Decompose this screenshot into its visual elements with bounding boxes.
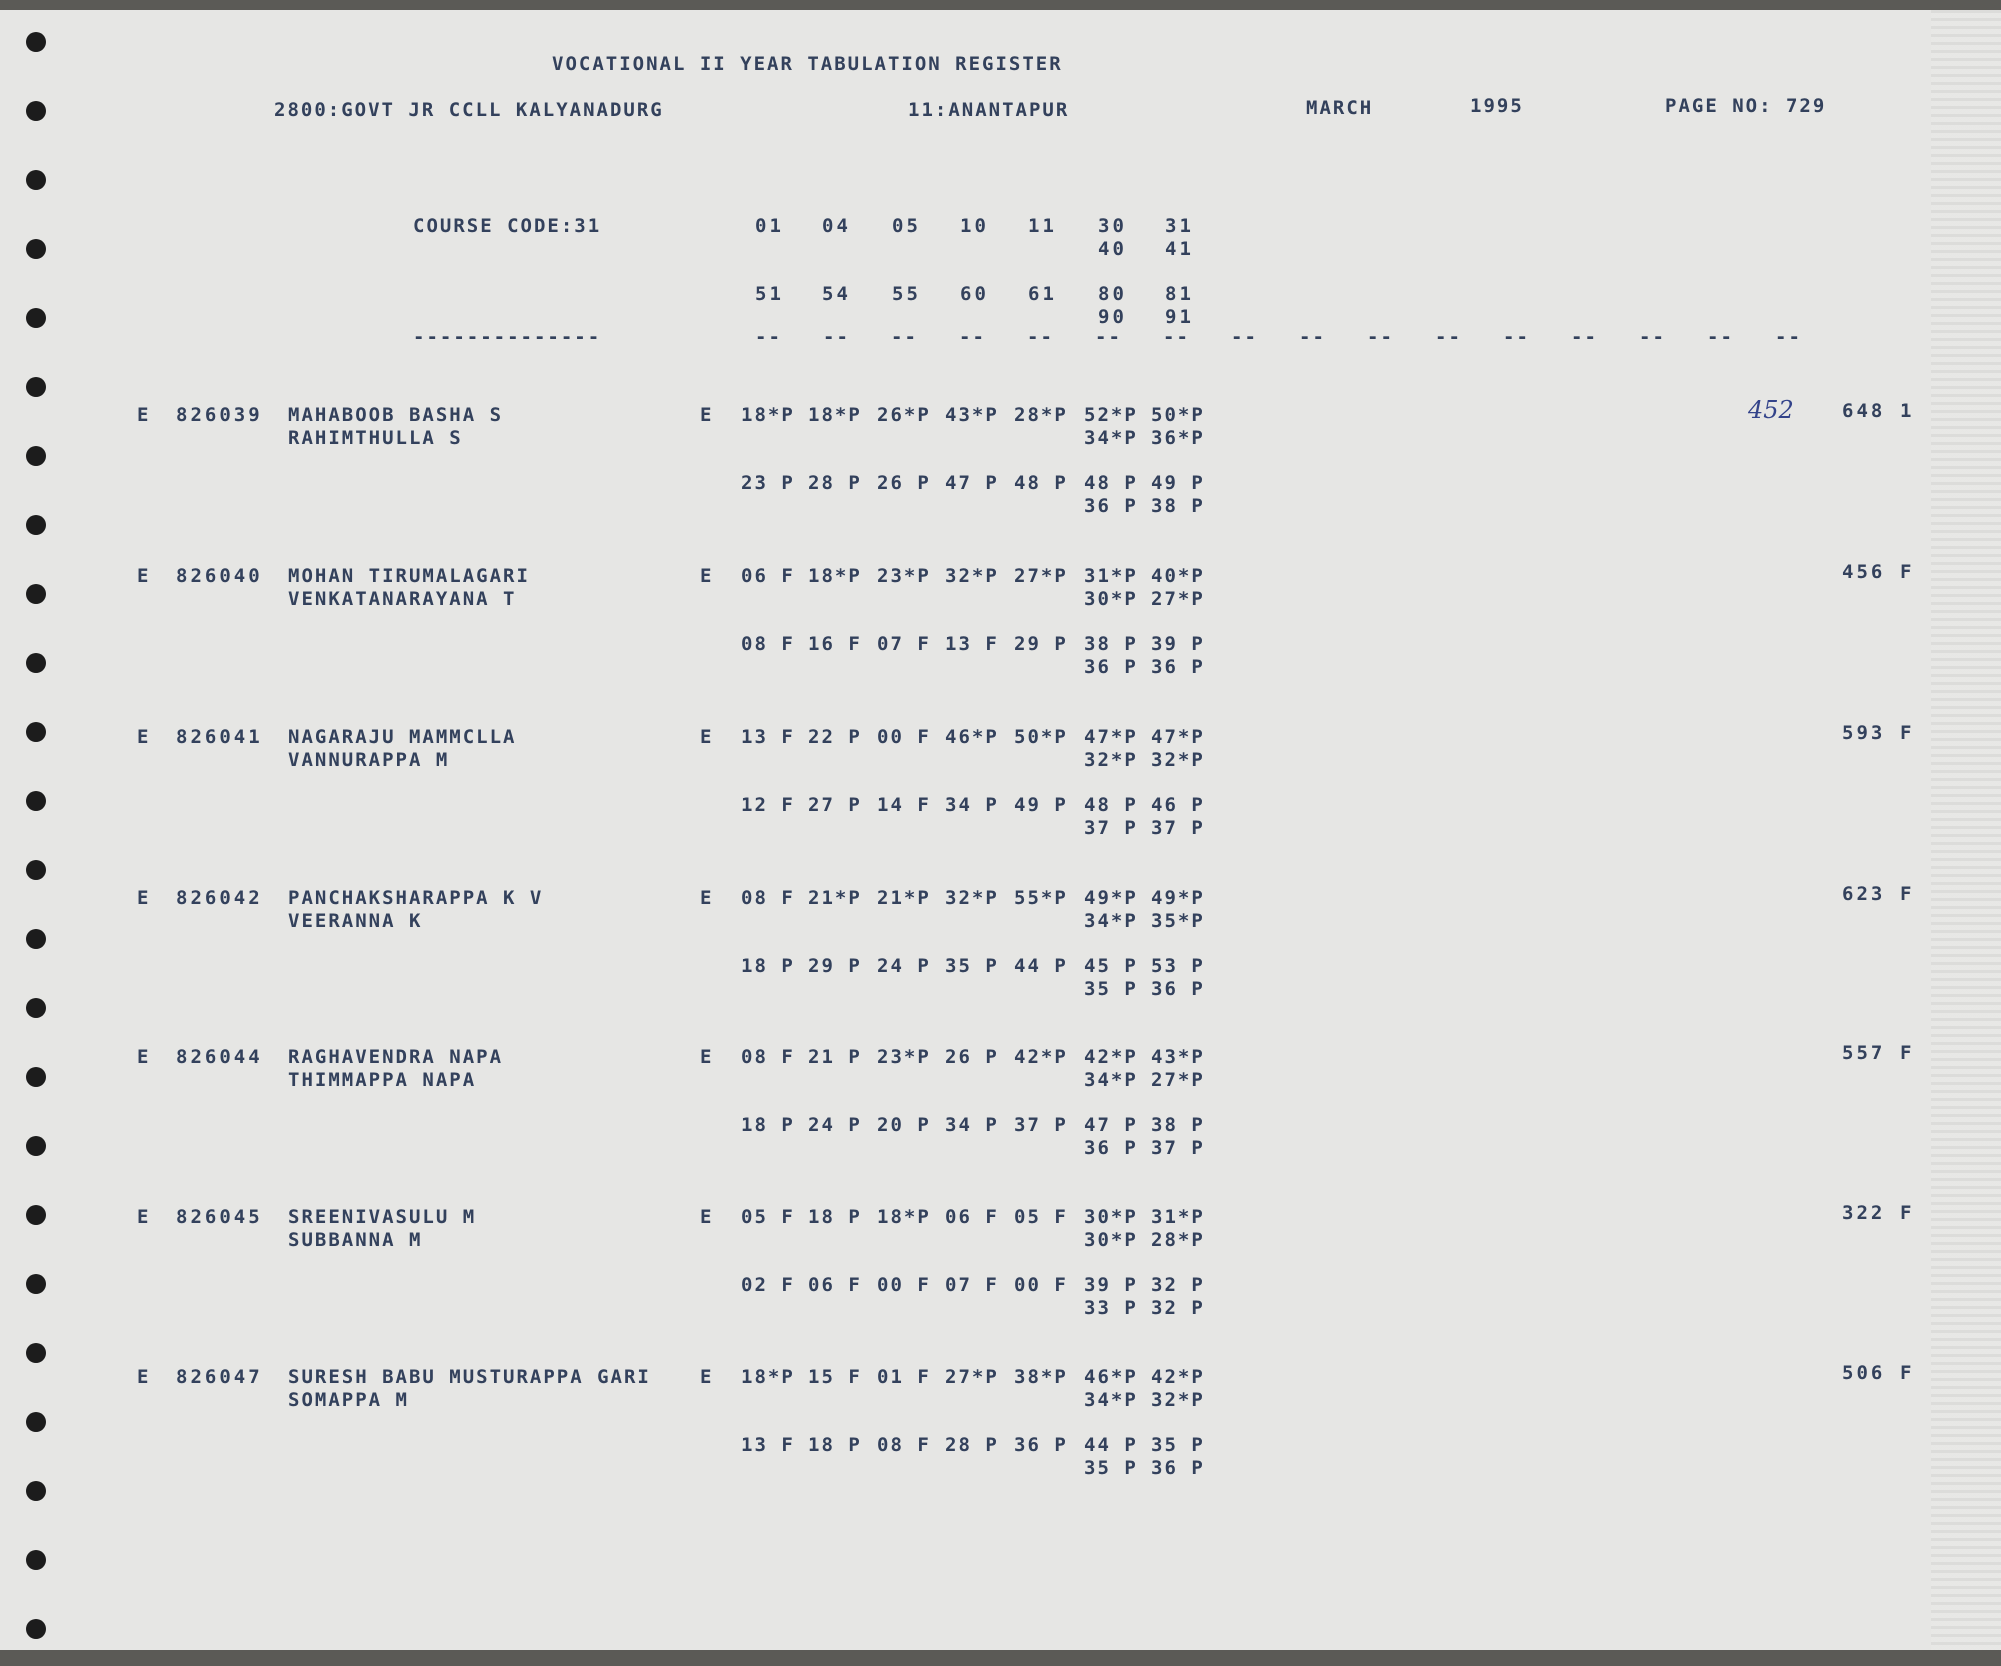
student-name: MOHAN TIRUMALAGARI	[288, 565, 530, 587]
mark-cell: 48 P	[1014, 472, 1068, 494]
mark-cell: 30*P	[1084, 1229, 1138, 1251]
feed-hole	[26, 1550, 46, 1570]
mark-cell: 02 F	[741, 1274, 795, 1296]
mark-cell: 35 P	[945, 955, 999, 977]
mark-cell: 13 F	[741, 726, 795, 748]
mark-cell: 32*P	[945, 887, 999, 909]
mark-cell: 47*P	[1151, 726, 1205, 748]
mark-cell: 21*P	[808, 887, 862, 909]
medium-code: E	[137, 1046, 151, 1068]
course-code-underline: --------------	[413, 326, 602, 348]
feed-hole	[26, 998, 46, 1018]
group-code: E	[700, 1366, 714, 1388]
feed-hole	[26, 170, 46, 190]
mark-cell: 37 P	[1151, 817, 1205, 839]
mark-cell: 45 P	[1084, 955, 1138, 977]
total-marks: 648	[1842, 400, 1886, 422]
feed-hole	[26, 101, 46, 121]
group-code: E	[700, 887, 714, 909]
roll-number: 826042	[176, 887, 263, 909]
feed-hole	[26, 1136, 46, 1156]
mark-cell: 35*P	[1151, 910, 1205, 932]
column-divider: --	[823, 326, 850, 348]
mark-cell: 22 P	[808, 726, 862, 748]
column-divider: --	[1571, 326, 1598, 348]
mark-cell: 32 P	[1151, 1274, 1205, 1296]
exam-month: MARCH	[1306, 97, 1374, 119]
mark-cell: 20 P	[877, 1114, 931, 1136]
feed-hole	[26, 653, 46, 673]
mark-cell: 49 P	[1151, 472, 1205, 494]
medium-code: E	[137, 726, 151, 748]
mark-cell: 49*P	[1151, 887, 1205, 909]
total-marks: 456	[1842, 561, 1886, 583]
mark-cell: 16 F	[808, 633, 862, 655]
group-code: E	[700, 1046, 714, 1068]
page-number: PAGE NO: 729	[1665, 95, 1827, 117]
mark-cell: 00 F	[877, 726, 931, 748]
mark-cell: 39 P	[1151, 633, 1205, 655]
subject-code: 90	[1098, 306, 1127, 328]
mark-cell: 24 P	[877, 955, 931, 977]
subject-code: 05	[892, 215, 921, 237]
result-code: 1	[1900, 400, 1914, 422]
student-name: SURESH BABU MUSTURAPPA GARI	[288, 1366, 651, 1388]
roll-number: 826044	[176, 1046, 263, 1068]
mark-cell: 34*P	[1084, 427, 1138, 449]
column-divider: --	[1435, 326, 1462, 348]
subject-code: 81	[1165, 283, 1194, 305]
feed-hole	[26, 1343, 46, 1363]
mark-cell: 37 P	[1014, 1114, 1068, 1136]
student-name: PANCHAKSHARAPPA K V	[288, 887, 544, 909]
group-code: E	[700, 726, 714, 748]
mark-cell: 42*P	[1084, 1046, 1138, 1068]
mark-cell: 28 P	[808, 472, 862, 494]
mark-cell: 18*P	[741, 404, 795, 426]
district-name: 11:ANANTAPUR	[908, 99, 1070, 121]
mark-cell: 00 F	[1014, 1274, 1068, 1296]
subject-code: 54	[822, 283, 851, 305]
feed-hole	[26, 239, 46, 259]
column-divider: --	[1707, 326, 1734, 348]
subject-code: 60	[960, 283, 989, 305]
mark-cell: 53 P	[1151, 955, 1205, 977]
feed-hole	[26, 1481, 46, 1501]
mark-cell: 42*P	[1014, 1046, 1068, 1068]
mark-cell: 47 P	[1084, 1114, 1138, 1136]
roll-number: 826045	[176, 1206, 263, 1228]
mark-cell: 26 P	[945, 1046, 999, 1068]
mark-cell: 36*P	[1151, 427, 1205, 449]
result-code: F	[1900, 883, 1914, 905]
mark-cell: 36 P	[1084, 656, 1138, 678]
result-code: F	[1900, 1202, 1914, 1224]
mark-cell: 12 F	[741, 794, 795, 816]
mark-cell: 29 P	[808, 955, 862, 977]
father-name: VENKATANARAYANA T	[288, 588, 517, 610]
feed-hole	[26, 860, 46, 880]
feed-hole	[26, 1412, 46, 1432]
mark-cell: 50*P	[1014, 726, 1068, 748]
mark-cell: 27*P	[1151, 588, 1205, 610]
mark-cell: 48 P	[1084, 794, 1138, 816]
mark-cell: 24 P	[808, 1114, 862, 1136]
mark-cell: 08 F	[741, 887, 795, 909]
mark-cell: 34*P	[1084, 910, 1138, 932]
feed-hole	[26, 377, 46, 397]
mark-cell: 34 P	[945, 1114, 999, 1136]
mark-cell: 21*P	[877, 887, 931, 909]
father-name: SUBBANNA M	[288, 1229, 423, 1251]
mark-cell: 13 F	[741, 1434, 795, 1456]
roll-number: 826047	[176, 1366, 263, 1388]
mark-cell: 46*P	[1084, 1366, 1138, 1388]
father-name: VEERANNA K	[288, 910, 423, 932]
mark-cell: 36 P	[1084, 1137, 1138, 1159]
feed-hole	[26, 1067, 46, 1087]
mark-cell: 18 P	[741, 1114, 795, 1136]
column-divider: --	[1095, 326, 1122, 348]
mark-cell: 36 P	[1151, 1457, 1205, 1479]
subject-code: 41	[1165, 238, 1194, 260]
mark-cell: 32 P	[1151, 1297, 1205, 1319]
mark-cell: 35 P	[1084, 1457, 1138, 1479]
mark-cell: 43*P	[1151, 1046, 1205, 1068]
mark-cell: 08 F	[741, 1046, 795, 1068]
mark-cell: 18 P	[741, 955, 795, 977]
mark-cell: 30*P	[1084, 588, 1138, 610]
subject-code: 91	[1165, 306, 1194, 328]
mark-cell: 07 F	[945, 1274, 999, 1296]
mark-cell: 14 F	[877, 794, 931, 816]
mark-cell: 49*P	[1084, 887, 1138, 909]
student-name: RAGHAVENDRA NAPA	[288, 1046, 504, 1068]
mark-cell: 18*P	[808, 404, 862, 426]
mark-cell: 18 P	[808, 1206, 862, 1228]
total-marks: 506	[1842, 1362, 1886, 1384]
mark-cell: 18*P	[877, 1206, 931, 1228]
mark-cell: 23 P	[741, 472, 795, 494]
student-name: SREENIVASULU M	[288, 1206, 477, 1228]
student-name: MAHABOOB BASHA S	[288, 404, 504, 426]
mark-cell: 55*P	[1014, 887, 1068, 909]
medium-code: E	[137, 565, 151, 587]
total-marks: 623	[1842, 883, 1886, 905]
father-name: VANNURAPPA M	[288, 749, 450, 771]
feed-hole	[26, 1619, 46, 1639]
column-divider: --	[1299, 326, 1326, 348]
mark-cell: 28 P	[945, 1434, 999, 1456]
roll-number: 826039	[176, 404, 263, 426]
mark-cell: 18*P	[808, 565, 862, 587]
father-name: THIMMAPPA NAPA	[288, 1069, 477, 1091]
result-code: F	[1900, 722, 1914, 744]
mark-cell: 05 F	[1014, 1206, 1068, 1228]
mark-cell: 35 P	[1084, 978, 1138, 1000]
mark-cell: 39 P	[1084, 1274, 1138, 1296]
mark-cell: 08 F	[741, 633, 795, 655]
mark-cell: 27*P	[1151, 1069, 1205, 1091]
column-divider: --	[959, 326, 986, 348]
mark-cell: 21 P	[808, 1046, 862, 1068]
result-code: F	[1900, 1362, 1914, 1384]
subject-code: 01	[755, 215, 784, 237]
column-divider: --	[1367, 326, 1394, 348]
mark-cell: 32*P	[1151, 749, 1205, 771]
tractor-feed-holes	[0, 10, 80, 1650]
mark-cell: 31*P	[1151, 1206, 1205, 1228]
column-divider: --	[1163, 326, 1190, 348]
mark-cell: 18 P	[808, 1434, 862, 1456]
mark-cell: 47*P	[1084, 726, 1138, 748]
mark-cell: 13 F	[945, 633, 999, 655]
mark-cell: 36 P	[1084, 495, 1138, 517]
subject-code: 40	[1098, 238, 1127, 260]
total-marks: 593	[1842, 722, 1886, 744]
mark-cell: 15 F	[808, 1366, 862, 1388]
medium-code: E	[137, 1206, 151, 1228]
roll-number: 826040	[176, 565, 263, 587]
mark-cell: 06 F	[945, 1206, 999, 1228]
feed-hole	[26, 929, 46, 949]
mark-cell: 36 P	[1151, 978, 1205, 1000]
subject-code: 10	[960, 215, 989, 237]
mark-cell: 06 F	[808, 1274, 862, 1296]
medium-code: E	[137, 404, 151, 426]
mark-cell: 30*P	[1084, 1206, 1138, 1228]
mark-cell: 34 P	[945, 794, 999, 816]
mark-cell: 26 P	[877, 472, 931, 494]
mark-cell: 50*P	[1151, 404, 1205, 426]
mark-cell: 38 P	[1151, 1114, 1205, 1136]
subject-code: 61	[1028, 283, 1057, 305]
mark-cell: 31*P	[1084, 565, 1138, 587]
column-divider: --	[1503, 326, 1530, 348]
mark-cell: 18*P	[741, 1366, 795, 1388]
feed-hole	[26, 515, 46, 535]
subject-code: 51	[755, 283, 784, 305]
mark-cell: 44 P	[1014, 955, 1068, 977]
mark-cell: 29 P	[1014, 633, 1068, 655]
feed-hole	[26, 308, 46, 328]
tabulation-sheet	[0, 10, 2001, 1650]
mark-cell: 28*P	[1151, 1229, 1205, 1251]
medium-code: E	[137, 1366, 151, 1388]
mark-cell: 37 P	[1084, 817, 1138, 839]
column-divider: --	[755, 326, 782, 348]
mark-cell: 28*P	[1014, 404, 1068, 426]
mark-cell: 48 P	[1084, 472, 1138, 494]
subject-code: 11	[1028, 215, 1057, 237]
result-code: F	[1900, 561, 1914, 583]
group-code: E	[700, 565, 714, 587]
feed-hole	[26, 32, 46, 52]
mark-cell: 46*P	[945, 726, 999, 748]
mark-cell: 27*P	[1014, 565, 1068, 587]
mark-cell: 07 F	[877, 633, 931, 655]
mark-cell: 05 F	[741, 1206, 795, 1228]
mark-cell: 49 P	[1014, 794, 1068, 816]
medium-code: E	[137, 887, 151, 909]
mark-cell: 43*P	[945, 404, 999, 426]
mark-cell: 01 F	[877, 1366, 931, 1388]
subject-code: 04	[822, 215, 851, 237]
mark-cell: 23*P	[877, 1046, 931, 1068]
college-name: 2800:GOVT JR CCLL KALYANADURG	[274, 99, 664, 121]
feed-hole	[26, 584, 46, 604]
mark-cell: 32*P	[1084, 749, 1138, 771]
feed-hole	[26, 1205, 46, 1225]
student-name: NAGARAJU MAMMCLLA	[288, 726, 517, 748]
mark-cell: 32*P	[945, 565, 999, 587]
mark-cell: 47 P	[945, 472, 999, 494]
handwritten-note: 452	[1748, 396, 1794, 424]
mark-cell: 34*P	[1084, 1069, 1138, 1091]
total-marks: 322	[1842, 1202, 1886, 1224]
subject-code: 80	[1098, 283, 1127, 305]
total-marks: 557	[1842, 1042, 1886, 1064]
column-divider: --	[1639, 326, 1666, 348]
mark-cell: 38*P	[1014, 1366, 1068, 1388]
column-divider: --	[891, 326, 918, 348]
mark-cell: 37 P	[1151, 1137, 1205, 1159]
group-code: E	[700, 404, 714, 426]
mark-cell: 32*P	[1151, 1389, 1205, 1411]
father-name: RAHIMTHULLA S	[288, 427, 463, 449]
mark-cell: 36 P	[1151, 656, 1205, 678]
feed-hole	[26, 446, 46, 466]
column-divider: --	[1775, 326, 1802, 348]
mark-cell: 38 P	[1084, 633, 1138, 655]
mark-cell: 38 P	[1151, 495, 1205, 517]
roll-number: 826041	[176, 726, 263, 748]
mark-cell: 46 P	[1151, 794, 1205, 816]
feed-hole	[26, 1274, 46, 1294]
mark-cell: 34*P	[1084, 1389, 1138, 1411]
subject-code: 30	[1098, 215, 1127, 237]
mark-cell: 27*P	[945, 1366, 999, 1388]
register-title: VOCATIONAL II YEAR TABULATION REGISTER	[552, 53, 1063, 75]
result-code: F	[1900, 1042, 1914, 1064]
father-name: SOMAPPA M	[288, 1389, 409, 1411]
column-divider: --	[1027, 326, 1054, 348]
perforated-edge	[1931, 10, 2001, 1650]
exam-year: 1995	[1470, 95, 1524, 117]
mark-cell: 52*P	[1084, 404, 1138, 426]
course-code-label: COURSE CODE:31	[413, 215, 602, 237]
subject-code: 31	[1165, 215, 1194, 237]
mark-cell: 40*P	[1151, 565, 1205, 587]
mark-cell: 42*P	[1151, 1366, 1205, 1388]
mark-cell: 44 P	[1084, 1434, 1138, 1456]
mark-cell: 06 F	[741, 565, 795, 587]
mark-cell: 26*P	[877, 404, 931, 426]
column-divider: --	[1231, 326, 1258, 348]
mark-cell: 00 F	[877, 1274, 931, 1296]
mark-cell: 35 P	[1151, 1434, 1205, 1456]
mark-cell: 08 F	[877, 1434, 931, 1456]
mark-cell: 33 P	[1084, 1297, 1138, 1319]
subject-code: 55	[892, 283, 921, 305]
mark-cell: 23*P	[877, 565, 931, 587]
mark-cell: 27 P	[808, 794, 862, 816]
mark-cell: 36 P	[1014, 1434, 1068, 1456]
group-code: E	[700, 1206, 714, 1228]
feed-hole	[26, 722, 46, 742]
feed-hole	[26, 791, 46, 811]
